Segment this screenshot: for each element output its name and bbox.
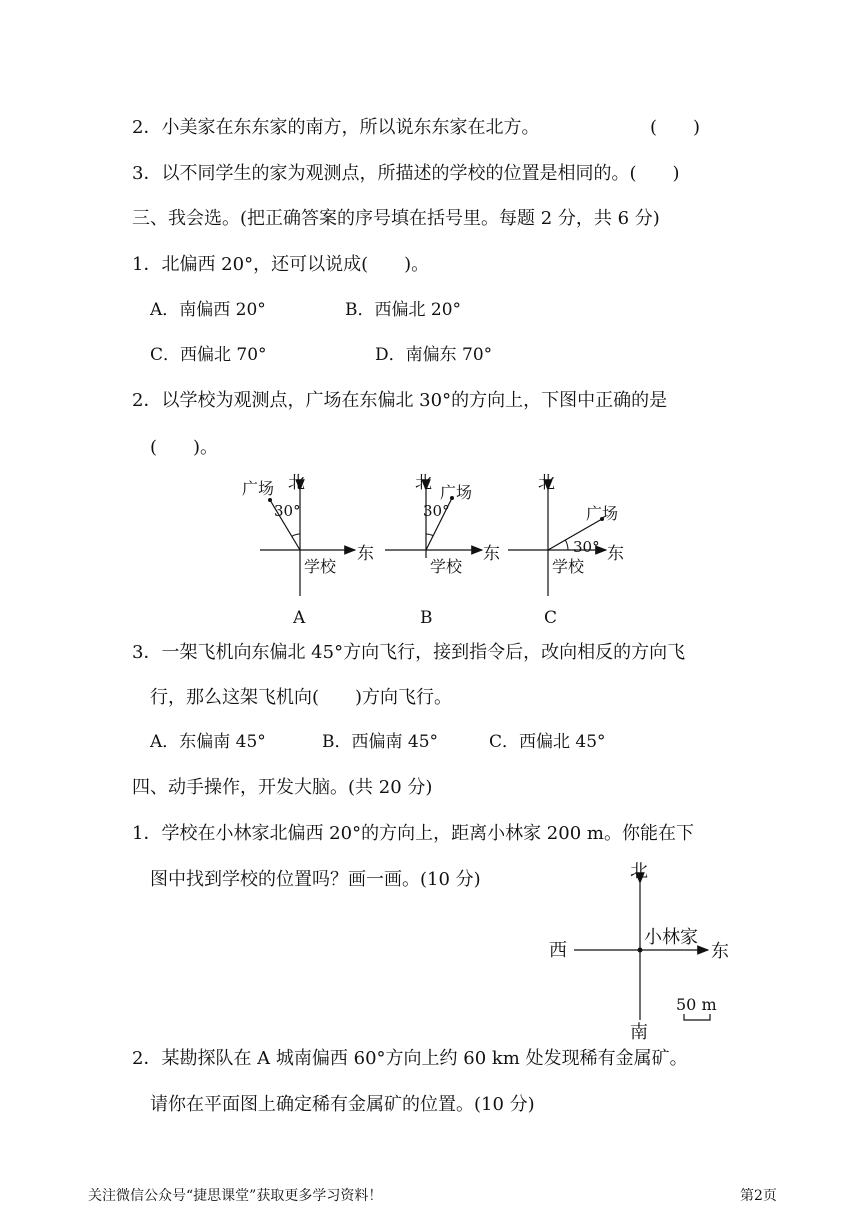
diagram-b bbox=[385, 473, 500, 628]
choice-question-3-line1: 3．一架飞机向东偏北 45°方向飞行，接到指令后，改向相反的方向飞 bbox=[132, 642, 686, 663]
diagram-a bbox=[242, 473, 374, 628]
diagram-label-a: A bbox=[293, 608, 306, 628]
angle-arc bbox=[565, 540, 568, 550]
school-label: 学校 bbox=[430, 557, 463, 576]
school-label: 学校 bbox=[552, 557, 585, 576]
choice-question-2-line2: ( )。 bbox=[150, 437, 219, 458]
east-label: 东 bbox=[357, 544, 374, 564]
east-label: 东 bbox=[483, 544, 500, 564]
section-4-title: 四、动手操作，开发大脑。(共 20 分) bbox=[132, 777, 433, 798]
xiaolin-home-compass bbox=[540, 855, 740, 1045]
operation-question-2-line2: 请你在平面图上确定稀有金属矿的位置。(10 分) bbox=[150, 1094, 535, 1115]
scale-bar bbox=[684, 1014, 710, 1020]
operation-question-1-line2: 图中找到学校的位置吗？画一画。(10 分) bbox=[150, 869, 481, 890]
judge-question-2: 2．小美家在东东家的南方，所以说东东家在北方。 bbox=[132, 117, 540, 138]
choice-q3-option-a: A．东偏南 45° bbox=[150, 732, 266, 752]
angle-arc bbox=[292, 534, 300, 536]
choice-question-2-line1: 2．以学校为观测点，广场在东偏北 30°的方向上，下图中正确的是 bbox=[132, 390, 668, 411]
judge-question-3: 3．以不同学生的家为观测点，所描述的学校的位置是相同的。( ) bbox=[132, 163, 680, 184]
operation-question-1-line1: 1．学校在小林家北偏西 20°的方向上，距离小林家 200 m。你能在下 bbox=[132, 823, 694, 844]
north-label: 北 bbox=[288, 473, 305, 493]
plaza-label: 广场 bbox=[586, 504, 619, 523]
diagram-c bbox=[508, 473, 624, 628]
choice-q1-option-c: C．西偏北 70° bbox=[150, 345, 267, 365]
choice-q1-option-d: D．南偏东 70° bbox=[375, 345, 493, 365]
diagram-label-c: C bbox=[544, 608, 558, 628]
page-number: 第2页 bbox=[740, 1188, 777, 1204]
footer-note: 关注微信公众号“捷思课堂”获取更多学习资料！ bbox=[88, 1188, 383, 1204]
judge-answer-paren-2: ( ) bbox=[650, 117, 701, 138]
north-label: 北 bbox=[415, 473, 432, 493]
xiaolin-home-point bbox=[638, 948, 643, 953]
north-label: 北 bbox=[630, 861, 648, 882]
scale-label: 50 m bbox=[676, 995, 717, 1014]
direction-diagrams-abc bbox=[230, 468, 650, 633]
choice-q1-option-a: A．南偏西 20° bbox=[150, 300, 266, 320]
angle-label: 30° bbox=[573, 538, 600, 556]
choice-q3-option-b: B．西偏南 45° bbox=[322, 732, 439, 752]
angle-label: 30° bbox=[423, 502, 450, 520]
school-label: 学校 bbox=[304, 557, 337, 576]
diagram-label-b: B bbox=[420, 608, 433, 628]
choice-question-1: 1．北偏西 20°，还可以说成( )。 bbox=[132, 254, 430, 275]
south-label: 南 bbox=[630, 1022, 648, 1043]
choice-question-3-line2: 行，那么这架飞机向( )方向飞行。 bbox=[150, 687, 453, 708]
choice-q3-option-c: C．西偏北 45° bbox=[489, 732, 606, 752]
xiaolin-home-label: 小林家 bbox=[644, 927, 698, 948]
section-3-title: 三、我会选。(把正确答案的序号填在括号里。每题 2 分，共 6 分) bbox=[132, 208, 660, 229]
plaza-label: 广场 bbox=[242, 479, 275, 498]
plaza-label: 广场 bbox=[440, 483, 473, 502]
east-label: 东 bbox=[711, 941, 729, 962]
north-label: 北 bbox=[538, 473, 555, 493]
west-label: 西 bbox=[549, 940, 567, 961]
choice-q1-option-b: B．西偏北 20° bbox=[345, 300, 462, 320]
plaza-point bbox=[268, 498, 272, 502]
operation-question-2-line1: 2．某勘探队在 A 城南偏西 60°方向上约 60 km 处发现稀有金属矿。 bbox=[132, 1048, 688, 1069]
angle-label: 30° bbox=[274, 502, 301, 520]
east-label: 东 bbox=[607, 544, 624, 564]
angle-arc bbox=[426, 534, 433, 536]
